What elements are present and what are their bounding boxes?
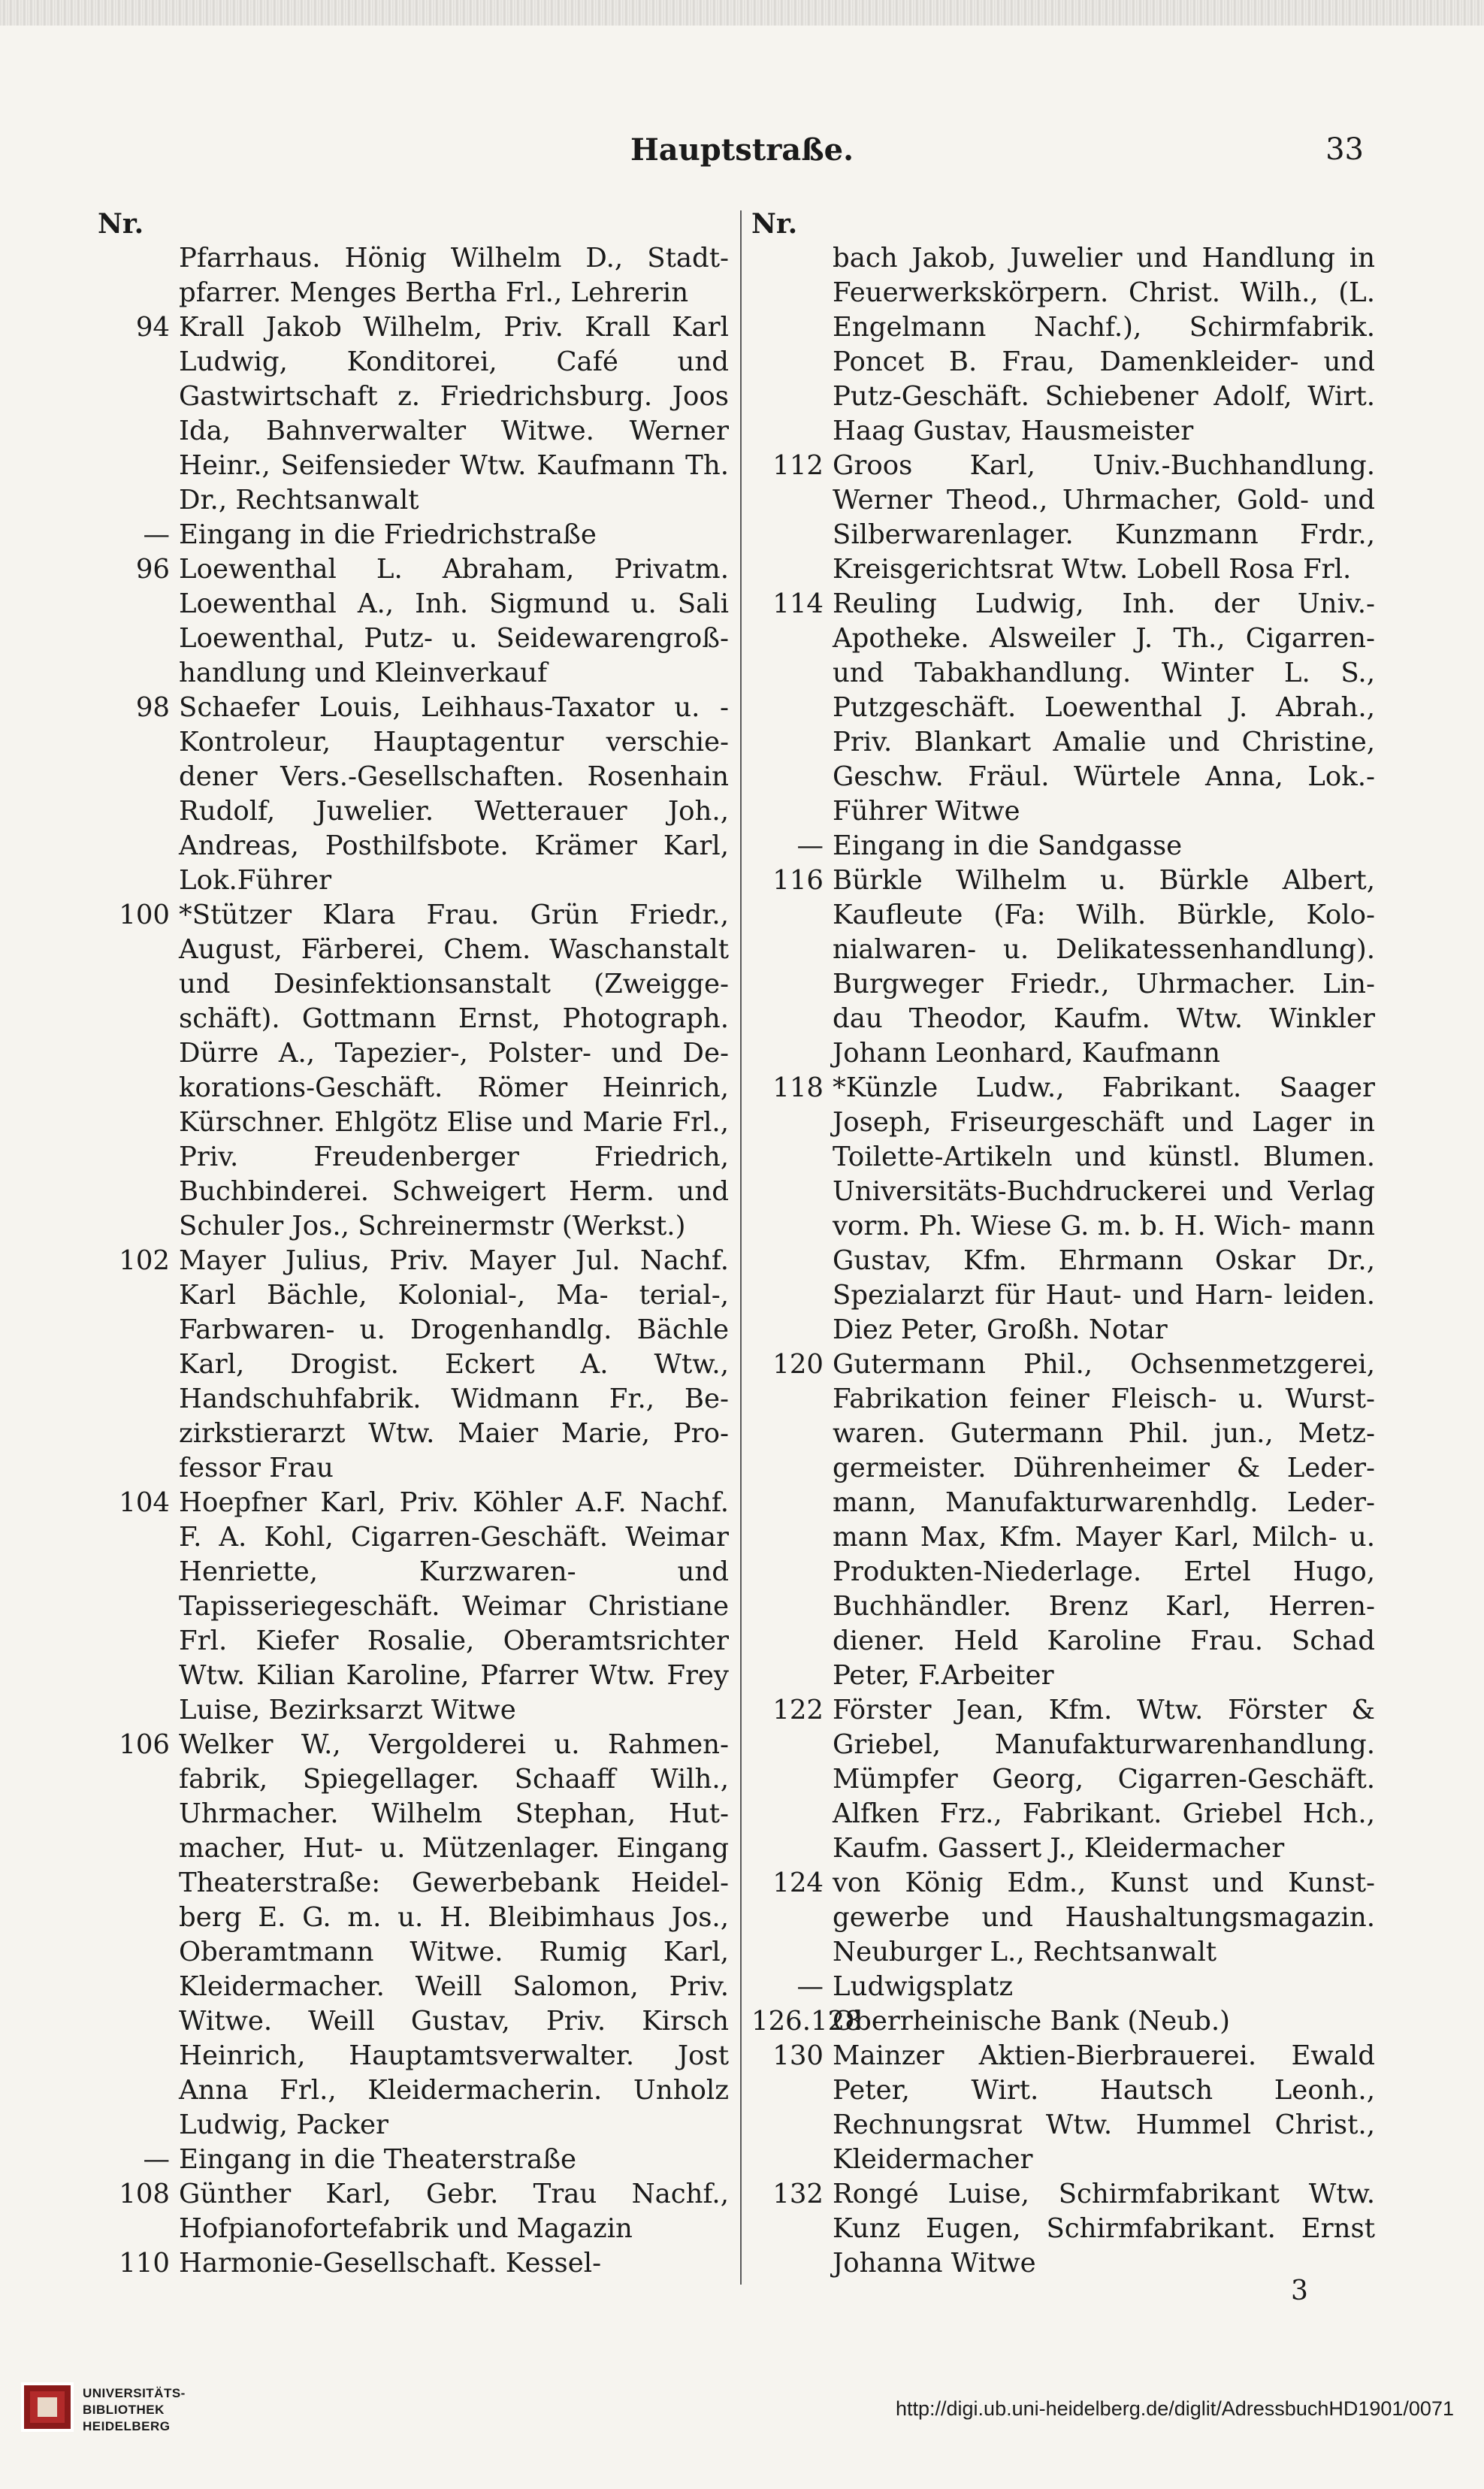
entry: [751, 587, 1375, 829]
house-number: 132: [772, 2179, 824, 2209]
house-number: 108: [119, 2179, 170, 2209]
entry: [751, 863, 1375, 1071]
house-number: 124: [772, 1868, 824, 1898]
house-number: 130: [772, 2040, 824, 2071]
entry-text: Welker W., Vergolderei u. Rahmen- fabrik, Spiegellager. Schaaff Wilh., Uhrmacher. Wilhelm Stephan, Hut- macher, Hut- u. Mützenlager. Eingang Theaterstraße: Gewerbebank Heidel- berg E. G. m. u. H. Bleibimhaus Jos., Oberamtmann Witwe. Rumig Karl, Kleidermacher. Weill Salomon, Priv. Witwe. Weill Gustav, Priv. Kirsch Heinrich, Hauptamtsverwalter. Jost Anna Frl., Kleidermacherin. Unholz Ludwig, Packer: [179, 1729, 729, 2140]
entry: [98, 898, 729, 1244]
house-number: —: [143, 2144, 170, 2175]
house-number: 100: [119, 900, 170, 930]
house-number: 122: [772, 1695, 824, 1725]
entry: [98, 2246, 729, 2281]
entry: [751, 1071, 1375, 1347]
entry-text: Harmonie-Gesellschaft. Kessel-: [179, 2248, 602, 2279]
house-number: [98, 241, 179, 310]
entry-text: Rongé Luise, Schirmfabrikant Wtw. Kunz Eugen, Schirmfabrikant. Ernst Johanna Witwe: [833, 2179, 1375, 2279]
house-number: 106: [119, 1729, 170, 1760]
entry: [751, 2004, 1375, 2039]
entry-text: Gutermann Phil., Ochsenmetzgerei, Fabrikation feiner Fleisch- u. Wurst- waren. Gutermann Phil. jun., Metz- germeister. Dührenheimer & Leder- mann, Manufakturwarenhdlg. Leder- mann Max, Kfm. Mayer Karl, Milch- u. Produkten-Niederlage. Ertel Hugo, Buchhändler. Brenz Karl, Herren- diener. Held Karoline Frau. Schad Peter, F.Arbeiter: [833, 1349, 1375, 1691]
entry-text: Günther Karl, Gebr. Trau Nachf., Hofpianofortefabrik und Magazin: [179, 2179, 729, 2244]
entry-text: Pfarrhaus. Hönig Wilhelm D., Stadt- pfarrer. Menges Bertha Frl., Lehrerin: [179, 243, 729, 308]
entry-text: Förster Jean, Kfm. Wtw. Förster & Griebel, Manufakturwarenhandlung. Mümpfer Georg, Cigarren-Geschäft. Alfken Frz., Fabrikant. Griebel Hch., Kaufm. Gassert J., Kleidermacher: [833, 1695, 1375, 1864]
entry-text: bach Jakob, Juwelier und Handlung in Feuerwerkskörpern. Christ. Wilh., (L. Engelmann Nachf.), Schirmfabrik. Poncet B. Frau, Damenkleider- und Putz-Geschäft. Schiebener Adolf, Wirt. Haag Gustav, Hausmeister: [833, 243, 1375, 446]
entry: [98, 552, 729, 691]
entry-text: Eingang in die Theaterstraße: [179, 2144, 577, 2175]
library-name-line: UNIVERSITÄTS-: [83, 2386, 186, 2400]
entry-text: *Künzle Ludw., Fabrikant. Saager Joseph, Friseurgeschäft und Lager in Toilette-Artikeln und künstl. Blumen. Universitäts-Buchdruckerei und Verlag vorm. Ph. Wiese G. m. b. H. Wich- mann Gustav, Kfm. Ehrmann Oskar Dr., Spezialarzt für Haut- und Harn- leiden. Diez Peter, Großh. Notar: [833, 1072, 1375, 1345]
entry: [751, 2177, 1375, 2281]
entry-text: Ludwigsplatz: [833, 1971, 1014, 2002]
entry-text: Schaefer Louis, Leihhaus-Taxator u. -Kontroleur, Hauptagentur verschie- dener Vers.-Gesellschaften. Rosenhain Rudolf, Juwelier. Wetterauer Joh., Andreas, Posthilfsbote. Krämer Karl, Lok.Führer: [179, 692, 729, 896]
entry: [98, 2143, 729, 2177]
entry-text: Mayer Julius, Priv. Mayer Jul. Nachf. Karl Bächle, Kolonial-, Ma- terial-, Farbwaren- u. Drogenhandlg. Bächle Karl, Drogist. Eckert A. Wtw., Handschuhfabrik. Widmann Fr., Be- zirkstierarzt Wtw. Maier Marie, Pro- fessor Frau: [179, 1245, 729, 1483]
entry: [751, 2039, 1375, 2177]
entry-text: Loewenthal L. Abraham, Privatm. Loewenthal A., Inh. Sigmund u. Sali Loewenthal, Putz- u. Seidewarengroß- handlung und Kleinverkauf: [179, 554, 729, 688]
entry-text: von König Edm., Kunst und Kunst- gewerbe und Haushaltungsmagazin. Neuburger L., Rechtsanwalt: [833, 1868, 1375, 1967]
entry: [98, 310, 729, 518]
entry-text: Bürkle Wilhelm u. Bürkle Albert, Kaufleute (Fa: Wilh. Bürkle, Kolo- nialwaren- u. Delikatessenhandlung). Burgweger Friedr., Uhrmacher. Lin- dau Theodor, Kaufm. Wtw. Winkler Johann Leonhard, Kaufmann: [833, 865, 1375, 1069]
entry: [751, 829, 1375, 863]
house-number: 120: [772, 1349, 824, 1380]
house-number: 116: [772, 865, 824, 896]
scan-top-band: [0, 0, 1484, 26]
entry: [98, 1486, 729, 1728]
entry: [751, 1866, 1375, 1970]
library-name: [83, 2385, 186, 2435]
library-name-line: BIBLIOTHEK: [83, 2403, 165, 2417]
signature-mark: 3: [1291, 2276, 1308, 2306]
left-column: [98, 207, 729, 2281]
entry-text: Krall Jakob Wilhelm, Priv. Krall Karl Ludwig, Konditorei, Café und Gastwirtschaft z. Friedrichsburg. Joos Ida, Bahnverwalter Witwe. Werner Heinr., Seifensieder Wtw. Kaufmann Th. Dr., Rechtsanwalt: [179, 312, 729, 516]
house-number: 118: [772, 1072, 824, 1103]
house-number: 126.128: [751, 2006, 862, 2037]
page-title: Hauptstraße.: [630, 132, 854, 168]
house-number: 112: [772, 450, 824, 481]
house-number: [751, 241, 833, 449]
entry: [98, 2177, 729, 2246]
entry: [98, 241, 729, 310]
entry: [751, 1693, 1375, 1866]
library-name-line: HEIDELBERG: [83, 2419, 171, 2433]
house-number: 104: [119, 1487, 170, 1518]
entry-text: Groos Karl, Univ.-Buchhandlung. Werner Theod., Uhrmacher, Gold- und Silberwarenlager. Kunzmann Frdr., Kreisgerichtsrat Wtw. Lobell Rosa Frl.: [833, 450, 1375, 585]
entry-text: Eingang in die Friedrichstraße: [179, 519, 597, 550]
page-header: [0, 129, 1484, 174]
entry-text: *Stützer Klara Frau. Grün Friedr., August, Färberei, Chem. Waschanstalt und Desinfektionsanstalt (Zweigge- schäft). Gottmann Ernst, Photograph. Dürre A., Tapezier-, Polster- und De- korations-Geschäft. Römer Heinrich, Kürschner. Ehlgötz Elise und Marie Frl., Priv. Freudenberger Friedrich, Buchbinderei. Schweigert Herm. und Schuler Jos., Schreinermstr (Werkst.): [179, 900, 729, 1241]
source-url-link[interactable]: http://digi.ub.uni-heidelberg.de/diglit/AdressbuchHD1901/0071: [895, 2397, 1454, 2420]
page-number: 33: [1325, 132, 1364, 167]
entry-text: Reuling Ludwig, Inh. der Univ.- Apotheke. Alsweiler J. Th., Cigarren- und Tabakhandlung. Winter L. S., Putzgeschäft. Loewenthal J. Abrah., Priv. Blankart Amalie und Christine, Geschw. Fräul. Würtele Anna, Lok.- Führer Witwe: [833, 588, 1375, 827]
house-number: —: [143, 519, 170, 550]
house-number: —: [796, 830, 824, 861]
entry-text: Eingang in die Sandgasse: [833, 830, 1183, 861]
entry: [751, 1347, 1375, 1693]
house-number: 96: [135, 554, 170, 585]
right-column-heading: Nr.: [751, 208, 798, 240]
entry: [98, 518, 729, 552]
entry-text: Oberrheinische Bank (Neub.): [833, 2006, 1231, 2037]
house-number: 114: [772, 588, 824, 619]
library-logo-icon: [21, 2382, 74, 2432]
house-number: —: [796, 1971, 824, 2002]
house-number: 94: [135, 312, 170, 343]
house-number: 98: [135, 692, 170, 723]
right-column: [751, 207, 1375, 2281]
entry: [98, 1244, 729, 1486]
column-divider: [740, 210, 742, 2285]
entry-text: Mainzer Aktien-Bierbrauerei. Ewald Peter, Wirt. Hautsch Leonh., Rechnungsrat Wtw. Hummel Christ., Kleidermacher: [833, 2040, 1375, 2175]
entry: [751, 449, 1375, 587]
entry-text: Hoepfner Karl, Priv. Köhler A.F. Nachf. F. A. Kohl, Cigarren-Geschäft. Weimar Henriette, Kurzwaren- und Tapisseriegeschäft. Weimar Christiane Frl. Kiefer Rosalie, Oberamtsrichter Wtw. Kilian Karoline, Pfarrer Wtw. Frey Luise, Bezirksarzt Witwe: [179, 1487, 729, 1725]
house-number: 102: [119, 1245, 170, 1276]
footer: [0, 2382, 1484, 2489]
left-column-heading: Nr.: [98, 208, 144, 240]
entry: [751, 241, 1375, 449]
entry: [98, 1728, 729, 2143]
house-number: 110: [119, 2248, 170, 2279]
entry: [751, 1970, 1375, 2004]
entry: [98, 691, 729, 898]
